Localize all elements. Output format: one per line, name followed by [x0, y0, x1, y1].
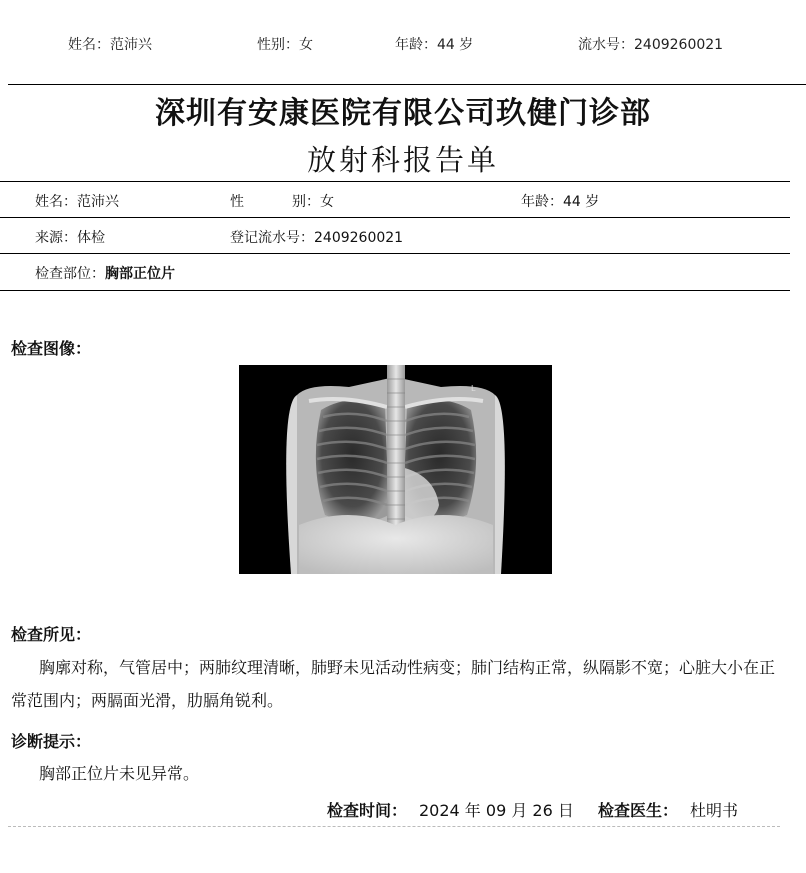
findings-heading: 检查所见：: [11, 625, 92, 644]
exam-time-value: 2024 年 09 月 26 日: [419, 801, 574, 820]
image-heading: 检查图像：: [11, 339, 92, 358]
exam-part: [35, 263, 175, 283]
info-row-basic: [0, 181, 790, 218]
registration-serial: 登记流水号：2409260021: [230, 230, 404, 246]
info-bottom-divider: [0, 290, 790, 291]
patient-source: 来源：体检: [35, 230, 105, 246]
header-gender: 性别：女: [257, 37, 313, 53]
hospital-name: 深圳有安康医院有限公司玖健门诊部: [155, 96, 651, 131]
xray-drawing: [239, 365, 552, 574]
doctor-name: 杜明书: [690, 801, 739, 820]
diagnosis-heading: 诊断提示：: [11, 732, 92, 751]
chest-xray-image: [239, 365, 552, 574]
patient-gender-value: 别：女: [292, 194, 334, 210]
patient-age: 年龄：44 岁: [521, 194, 600, 210]
exam-time-label: 检查时间：: [327, 801, 408, 820]
findings-text: 胸廓对称，气管居中；两肺纹理清晰，肺野未见活动性病变；肺门结构正常，纵隔影不宽；心脏大小在正常范围内；两膈面光滑，肋膈角锐利。: [11, 658, 776, 710]
xray-side-marker: L: [471, 384, 476, 393]
report-footer: [0, 798, 806, 822]
header-name: 姓名：范沛兴: [68, 37, 152, 53]
header-serial: 流水号：2409260021: [578, 37, 724, 53]
doctor-label: 检查医生：: [598, 801, 679, 820]
exam-part-label: 检查部位：: [35, 266, 105, 282]
patient-name: 姓名：范沛兴: [35, 194, 119, 210]
exam-part-value: 胸部正位片: [105, 266, 175, 282]
info-row-exam: [0, 253, 790, 290]
header-divider: [8, 84, 806, 85]
info-row-source: [0, 217, 790, 254]
top-header: [0, 34, 806, 56]
header-age: 年龄：44 岁: [395, 37, 474, 53]
patient-gender-label: 性: [230, 194, 244, 210]
footer-divider: [8, 826, 780, 827]
diagnosis-text: 胸部正位片未见异常。: [39, 764, 200, 783]
report-title: 放射科报告单: [306, 143, 499, 177]
